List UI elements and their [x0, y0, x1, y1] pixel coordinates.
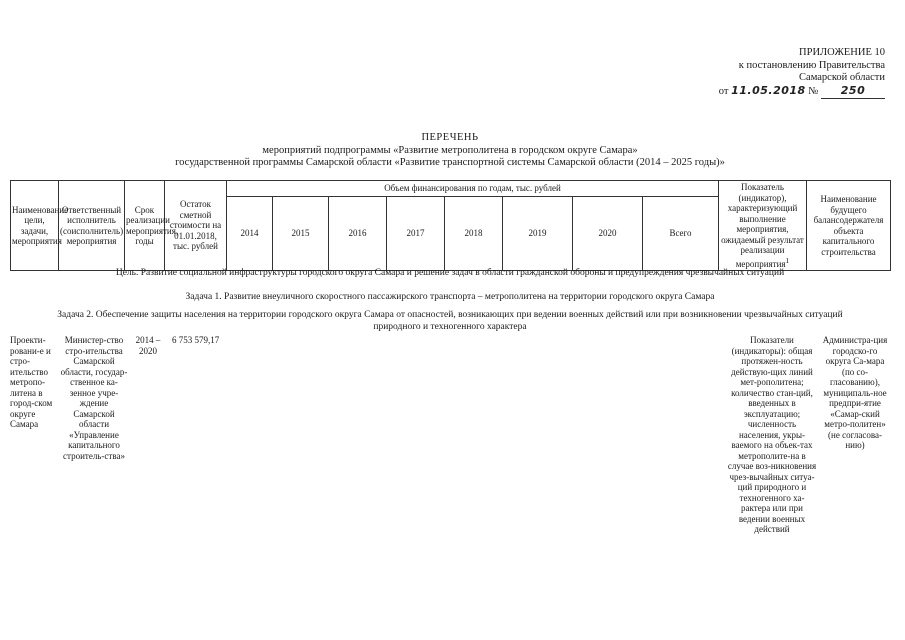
- header-financing: Объем финансирования по годам, тыс. рублей: [227, 181, 719, 197]
- appendix-title: ПРИЛОЖЕНИЕ 10: [799, 47, 885, 58]
- appendix-line-3: Самарской области: [799, 72, 885, 83]
- header-year: 2017: [387, 196, 445, 270]
- number-prefix: №: [808, 85, 819, 97]
- task-2-line-1: Задача 2. Обеспечение защиты населения на территории городского округа Самара от опасностей, возникающих при ведении военных действий или при возникновении чрезвычайных ситуаций: [57, 310, 843, 320]
- document-title: ПЕРЕЧЕНЬ: [421, 132, 479, 143]
- document-title-block: [100, 132, 800, 170]
- row-future-holder: Администра-ция городско-го округа Са-мара (по со-гласованию), муниципаль-ное предпри-ятие «Самар-ский метро-политен» (не согласова-нию): [822, 335, 888, 450]
- document-subtitle-1: мероприятий подпрограммы «Развитие метрополитена в городском округе Самара»: [262, 144, 638, 156]
- header-name: Наименование цели, задачи, мероприятия: [11, 181, 59, 271]
- appendix-block: [700, 47, 885, 99]
- row-term: 2014 – 2020: [135, 335, 161, 356]
- row-indicator: Показатели (индикаторы): общая протяжен-ность действую-щих линий мет-рополитена; количество стан-ций, введенных в эксплуатацию; численность населения, укры-ваемого на объек-тах метрополите-на в случае воз-никновения чрез-вычайных ситуа-ций природного и техногенного ха-рактера или при ведении военных действий: [727, 335, 817, 534]
- document-subtitle-2: государственной программы Самарской области «Развитие транспортной системы Самарской области (2014 – 2025 годы)»: [175, 157, 725, 168]
- header-future-holder: Наименование будущего балансодержателя объекта капитального строительства: [807, 181, 891, 271]
- header-term: Срок реализации мероприятия, годы: [125, 181, 165, 271]
- handwritten-date: 11.05.2018: [731, 83, 806, 97]
- task-2-line-2: природного и техногенного характера: [373, 321, 527, 332]
- header-year: 2018: [445, 196, 503, 270]
- appendix-date-line: [700, 85, 885, 100]
- handwritten-number: 250: [840, 83, 866, 97]
- header-year: 2020: [573, 196, 643, 270]
- header-year: 2019: [503, 196, 573, 270]
- task-2-heading: [10, 310, 890, 333]
- header-year: 2014: [227, 196, 273, 270]
- header-table: [10, 180, 891, 271]
- number-underline: [821, 85, 885, 100]
- row-executor: Министер-ство стро-ительства Самарской области, государ-ственное ка-зенное учре-ждение Самарской области «Управление капитального строитель-ства»: [60, 335, 128, 461]
- row-name: Проекти-ровани-е и стро-ительство метропо-литена в город-ском округе Самара: [10, 335, 53, 429]
- task-1-heading: Задача 1. Развитие внеуличного скоростного пассажирского транспорта – метрополитена на территории городского округа Самара: [185, 292, 715, 302]
- appendix-line-2: к постановлению Правительства: [738, 59, 885, 71]
- header-indicator-text: Показатель (индикатор), характеризующий выполнение мероприятия, ожидаемый результат реализации мероприятия: [721, 182, 804, 269]
- header-balance: Остаток сметной стоимости на 01.01.2018, тыс. рублей: [165, 181, 227, 271]
- header-indicator-footnote: 1: [785, 255, 790, 265]
- header-indicator: [719, 181, 807, 271]
- header-total: Всего: [643, 196, 719, 270]
- row-balance: 6 753 579,17: [172, 335, 220, 345]
- date-prefix: от: [718, 85, 729, 97]
- header-year: 2016: [329, 196, 387, 270]
- header-year: 2015: [273, 196, 329, 270]
- goal-heading: Цель. Развитие социальной инфраструктуры городского округа Самара и решение задач в области гражданской обороны и предупреждения чрезвычайных ситуаций: [115, 268, 785, 278]
- header-executor: Ответственный исполнитель (соисполнитель) мероприятия: [59, 181, 125, 271]
